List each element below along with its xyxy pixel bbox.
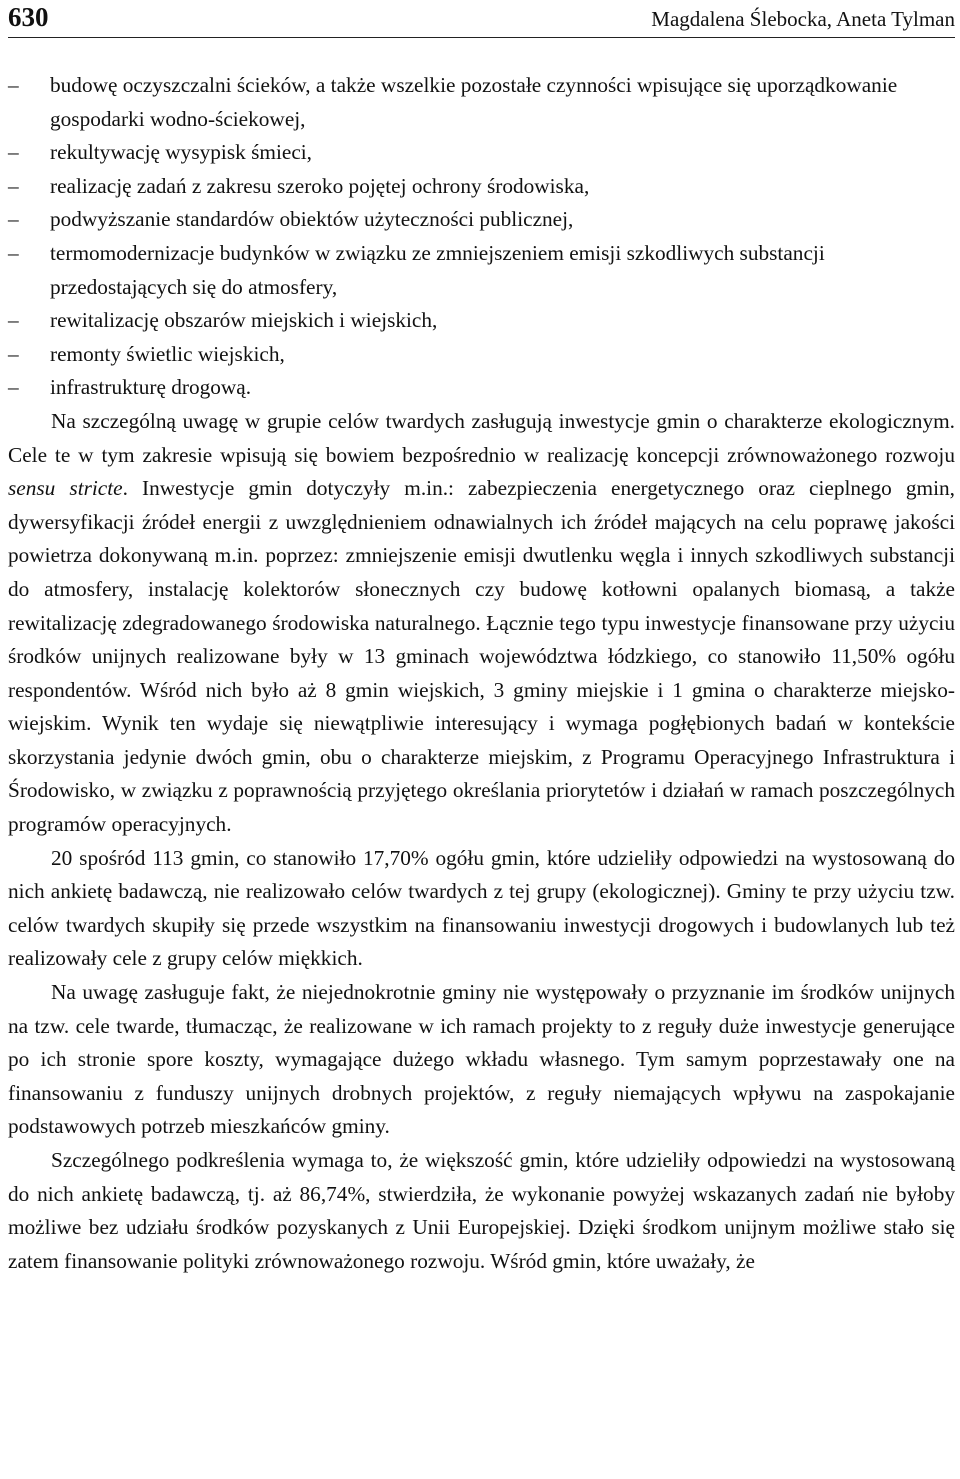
list-item <box>8 170 955 204</box>
list-item <box>8 304 955 338</box>
list-item <box>8 338 955 372</box>
list-item-text: rewitalizację obszarów miejskich i wiejskich, <box>50 308 438 333</box>
page-number: 630 <box>8 2 49 32</box>
dash-marker: – <box>8 240 19 265</box>
paragraph-emphasis: Szczególnego podkreślenia wymaga to, że większość gmin, które udzieliły odpowiedzi na wystosowaną do nich ankietę badawczą, tj. aż 86,74%, stwierdziła, że wykonanie powyżej wskazanych zadań nie byłoby możliwe bez udziału środków pozyskanych z Unii Europejskiej. Dzięki środkom unijnym możliwe stało się zatem finansowanie polityki zrównoważonego rozwoju. Wśród gmin, które uważały, że <box>8 1148 955 1273</box>
dash-marker: – <box>8 375 19 400</box>
list-item-text: termomodernizacje budynków w związku ze zmniejszeniem emisji szkodliwych substancji przedostających się do atmosfery, <box>50 240 825 299</box>
paragraph-notable-fact: Na uwagę zasługuje fakt, że niejednokrotnie gminy nie występowały o przyznanie im środków unijnych na tzw. cele twarde, tłumacząc, że realizowane w ich ramach projekty to z reguły duże inwestycje generujące po ich stronie spore koszty, wymagające dużego wkładu własnego. Tym samym poprzestawały one na finansowaniu z funduszy unijnych drobnych projektów, z reguły niemających wpływu na zaspokajanie podstawowych potrzeb mieszkańców gminy. <box>8 980 955 1139</box>
list-item-text: realizację zadań z zakresu szeroko pojętej ochrony środowiska, <box>50 173 590 198</box>
paragraph-text: Na szczególną uwagę w grupie celów twardych zasługują inwestycje gmin o charakterze ekologicznym. Cele te w tym zakresie wpisują się bowiem bezpośrednio w realizację koncepcji zrównoważonego rozwoju <box>8 408 955 467</box>
body-text <box>8 69 955 1278</box>
italic-term: sensu stricte <box>8 476 123 501</box>
dash-marker: – <box>8 308 19 333</box>
running-head-authors: Magdalena Ślebocka, Aneta Tylman <box>651 7 955 31</box>
paragraph-non-implementing-gminas: 20 spośród 113 gmin, co stanowiło 17,70% ogółu gmin, które udzieliły odpowiedzi na wystosowaną do nich ankietę badawczą, nie realizowało celów twardych z tej grupy (ekologicznej). Gminy te przy użyciu tzw. celów twardych skupiły się przede wszystkim na finansowaniu inwestycji drogowych i budowlanych lub też realizowały cele z grupy celów miękkich. <box>8 845 955 971</box>
dash-marker: – <box>8 207 19 232</box>
list-item <box>8 203 955 237</box>
dash-marker: – <box>8 140 19 165</box>
list-item-text: podwyższanie standardów obiektów użyteczności publicznej, <box>50 207 574 232</box>
paragraph-text: . Inwestycje gmin dotyczyły m.in.: zabezpieczenia energetycznego oraz cieplnego gmin, dywersyfikacji źródeł energii z uwzględnieniem odnawialnych ich źródeł mających na celu poprawę jakości powietrza dokonywaną m.in. poprzez: zmniejszenie emisji dwutlenku węgla i innych szkodliwych substancji do atmosfery, instalację kolektorów słonecznych czy budowę kotłowni opalanych biomasą, a także rewitalizację zdegradowanego środowiska naturalnego. Łącznie tego typu inwestycje finansowane przy użyciu środków unijnych realizowane były w 13 gminach województwa łódzkiego, co stanowiło 11,50% ogółu respondentów. Wśród nich było aż 8 gmin wiejskich, 3 gminy miejskie i 1 gmina o charakterze miejsko-wiejskim. Wynik ten wydaje się niewątpliwie interesujący i wymaga pogłębionych badań w kontekście skorzystania jedynie dwóch gmin, obu o charakterze miejskim, z Programu Operacyjnego Infrastruktura i Środowisko, w związku z poprawnością przyjętego określania priorytetów i działań w ramach poszczególnych programów operacyjnych. <box>8 476 955 837</box>
dash-marker: – <box>8 341 19 366</box>
bullet-list <box>8 69 955 405</box>
list-item <box>8 69 955 136</box>
dash-marker: – <box>8 173 19 198</box>
dash-marker: – <box>8 73 19 97</box>
list-item-text: remonty świetlic wiejskich, <box>50 341 285 366</box>
list-item-text: infrastrukturę drogową. <box>50 375 252 400</box>
paragraph-ecological-investments <box>8 405 955 842</box>
list-item-text: rekultywację wysypisk śmieci, <box>50 140 313 165</box>
list-item <box>8 136 955 170</box>
list-item <box>8 237 955 304</box>
list-item <box>8 371 955 405</box>
list-item-text: budowę oczyszczalni ścieków, a także wszelkie pozostałe czynności wpisujące się uporządkowanie gospodarki wodno-ściekowej, <box>50 73 898 131</box>
page-header <box>8 0 955 38</box>
